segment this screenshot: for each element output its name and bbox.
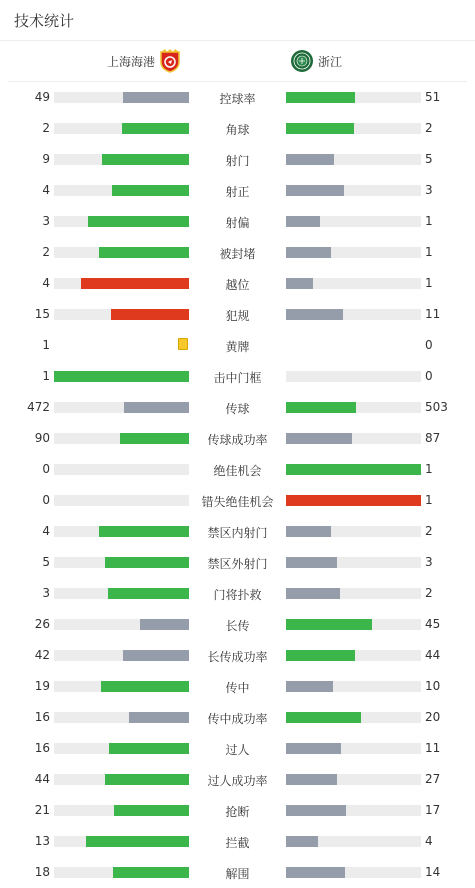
stat-label: 越位 [225,278,250,292]
stat-label: 传球 [225,402,250,416]
home-stat-bar [54,588,189,599]
stat-label: 射偏 [225,216,250,230]
stat-label: 抢断 [225,805,250,819]
stat-row [0,795,475,826]
away-stat-bar [286,557,421,568]
home-stat-value: 2 [42,245,50,259]
home-stat-bar [54,185,189,196]
stat-label: 被封堵 [219,247,256,261]
stat-label: 角球 [225,123,250,137]
away-stat-value: 3 [425,555,433,569]
stat-row [0,640,475,671]
home-stat-bar [54,247,189,258]
away-stat-value: 87 [425,431,441,445]
home-stat-value: 42 [34,648,50,662]
home-stat-bar [54,712,189,723]
away-stat-bar [286,650,421,661]
away-stat-bar [286,495,421,506]
home-team-name: 上海海港 [106,54,155,69]
home-stat-bar-fill [109,743,189,754]
away-stat-bar-fill [286,681,333,692]
stat-label: 过人成功率 [207,774,268,788]
home-stat-value: 5 [42,555,50,569]
home-stat-bar-fill [140,619,189,630]
home-stat-value: 1 [42,338,50,352]
home-stat-bar-fill [105,774,189,785]
home-stat-bar-fill [54,371,189,382]
away-stat-value: 0 [425,369,433,383]
home-stat-bar [54,433,189,444]
stat-label: 黄牌 [225,340,250,354]
away-stat-bar [286,247,421,258]
home-stat-bar-fill [99,526,189,537]
away-stat-bar-fill [286,836,318,847]
stat-row [0,454,475,485]
away-stat-bar [286,92,421,103]
away-stat-value: 1 [425,276,433,290]
away-stat-bar [286,712,421,723]
home-stat-bar [54,836,189,847]
home-team[interactable] [107,49,181,73]
away-stat-value: 2 [425,121,433,135]
home-stat-bar-fill [113,867,189,878]
home-stat-bar [54,774,189,785]
home-stat-bar-fill [81,278,189,289]
stat-label: 射正 [225,185,250,199]
home-stat-bar-fill [123,92,189,103]
away-team[interactable] [290,49,342,73]
stat-row [0,609,475,640]
stat-row [0,857,475,888]
home-stat-value: 13 [34,834,50,848]
away-stat-bar-fill [286,712,361,723]
stat-row [0,547,475,578]
stat-label: 长传 [225,619,250,633]
home-stat-bar [54,402,189,413]
stat-row [0,826,475,857]
home-stat-value: 3 [42,214,50,228]
stat-label: 击中门框 [213,371,262,385]
away-stat-bar-fill [286,495,421,506]
stat-row [0,330,475,361]
away-stat-bar [286,402,421,413]
home-stat-value: 16 [34,741,50,755]
stat-row [0,733,475,764]
home-stat-bar [54,278,189,289]
stat-row [0,702,475,733]
away-stat-value: 27 [425,772,441,786]
away-stat-value: 14 [425,865,441,879]
home-stat-bar [54,371,189,382]
away-stat-bar [286,216,421,227]
away-stat-bar [286,588,421,599]
away-stat-bar-fill [286,619,372,630]
home-stat-value: 472 [27,400,50,414]
home-stat-bar-fill [102,154,189,165]
away-stat-bar-fill [286,278,313,289]
away-stat-value: 1 [425,214,433,228]
away-stat-bar [286,309,421,320]
home-stat-bar-fill [86,836,189,847]
away-stat-bar-fill [286,123,354,134]
away-stat-bar-fill [286,216,320,227]
home-stat-bar [54,216,189,227]
away-stat-bar-fill [286,154,334,165]
away-stat-value: 1 [425,245,433,259]
stat-label: 传球成功率 [207,433,268,447]
home-stat-value: 9 [42,152,50,166]
away-stat-value: 11 [425,741,441,755]
stat-row [0,485,475,516]
away-stat-bar-fill [286,557,337,568]
home-stat-bar [54,681,189,692]
away-stat-bar [286,774,421,785]
home-stat-bar-fill [114,805,189,816]
stat-row [0,578,475,609]
home-stat-value: 18 [34,865,50,879]
page-title: 技术统计 [14,12,75,30]
home-stat-bar-fill [124,402,189,413]
home-stat-bar-fill [105,557,189,568]
home-stat-bar [54,805,189,816]
stat-row [0,175,475,206]
away-stat-value: 0 [425,338,433,352]
stat-label: 禁区内射门 [207,526,268,540]
away-stat-value: 2 [425,524,433,538]
stat-row [0,237,475,268]
away-stat-bar [286,433,421,444]
home-stat-value: 4 [42,524,50,538]
home-stat-bar-fill [88,216,189,227]
stat-label: 控球率 [219,92,256,106]
home-stat-bar-fill [120,433,189,444]
away-stat-bar-fill [286,867,345,878]
title-bar [0,0,475,41]
away-stat-value: 3 [425,183,433,197]
home-stat-bar [54,464,189,475]
away-stat-bar-fill [286,526,331,537]
stat-row [0,671,475,702]
stat-row [0,392,475,423]
home-stat-bar-fill [122,123,190,134]
home-stat-value: 4 [42,183,50,197]
home-stat-value: 1 [42,369,50,383]
stat-row [0,82,475,113]
stat-row [0,299,475,330]
home-stat-value: 49 [34,90,50,104]
home-stat-value: 2 [42,121,50,135]
stat-label: 解围 [225,867,250,881]
away-stat-bar [286,154,421,165]
stat-label: 过人 [225,743,250,757]
stat-label: 禁区外射门 [207,557,268,571]
home-stat-value: 44 [34,772,50,786]
stat-label: 犯规 [225,309,250,323]
stat-row [0,268,475,299]
away-stat-value: 1 [425,462,433,476]
home-stat-value: 4 [42,276,50,290]
away-stat-bar [286,867,421,878]
home-stat-bar-fill [111,309,189,320]
stat-row [0,144,475,175]
away-stat-value: 5 [425,152,433,166]
away-stat-bar-fill [286,433,352,444]
home-stat-bar-fill [99,247,189,258]
home-stat-value: 19 [34,679,50,693]
away-stat-bar [286,836,421,847]
home-stat-bar [54,154,189,165]
stat-label: 拦截 [225,836,250,850]
away-stat-bar [286,681,421,692]
away-stat-bar-fill [286,743,341,754]
away-stat-bar [286,464,421,475]
home-stat-bar-fill [123,650,189,661]
away-stat-bar-fill [286,805,346,816]
away-stat-value: 1 [425,493,433,507]
away-stat-value: 44 [425,648,441,662]
home-stat-bar [54,557,189,568]
home-stat-bar-fill [112,185,189,196]
away-stat-bar-fill [286,247,331,258]
away-stat-bar [286,526,421,537]
away-stat-value: 11 [425,307,441,321]
yellow-card-icon [178,338,188,350]
home-stat-bar [54,526,189,537]
away-team-logo-icon [290,49,314,73]
home-stat-value: 3 [42,586,50,600]
away-stat-value: 17 [425,803,441,817]
away-stat-bar-fill [286,92,355,103]
home-stat-bar [54,619,189,630]
away-stat-bar [286,278,421,289]
stat-row [0,113,475,144]
home-stat-bar [54,309,189,320]
teams-header [8,41,467,82]
stat-row [0,764,475,795]
home-stat-value: 16 [34,710,50,724]
home-stat-bar [54,867,189,878]
away-stat-bar-fill [286,774,337,785]
home-stat-bar [54,495,189,506]
away-stat-value: 10 [425,679,441,693]
away-stat-bar [286,185,421,196]
stat-label: 射门 [225,154,250,168]
home-stat-value: 26 [34,617,50,631]
away-stat-bar-fill [286,464,421,475]
away-stat-value: 2 [425,586,433,600]
stat-label: 传中成功率 [207,712,268,726]
stat-label: 绝佳机会 [213,464,262,478]
home-stat-bar [54,743,189,754]
home-stat-value: 0 [42,493,50,507]
away-stat-bar [286,123,421,134]
away-stat-bar-fill [286,588,340,599]
away-stat-value: 45 [425,617,441,631]
away-stat-bar-fill [286,185,344,196]
home-stat-value: 90 [34,431,50,445]
stat-row [0,206,475,237]
away-stat-value: 20 [425,710,441,724]
home-stat-bar [54,650,189,661]
stat-row [0,423,475,454]
stats-table [0,82,475,888]
away-stat-bar [286,619,421,630]
stat-label: 门将扑救 [213,588,262,602]
stat-label: 错失绝佳机会 [201,495,274,509]
home-stat-bar-fill [101,681,189,692]
home-team-logo-icon [159,49,181,73]
home-stat-bar-fill [129,712,189,723]
home-stat-bar-fill [108,588,189,599]
away-stat-value: 503 [425,400,448,414]
away-stat-value: 4 [425,834,433,848]
away-stat-bar-fill [286,402,356,413]
home-stat-bar [54,92,189,103]
stat-label: 传中 [225,681,250,695]
stat-row [0,361,475,392]
away-stat-bar [286,805,421,816]
away-stat-bar-fill [286,309,343,320]
home-stat-bar [54,123,189,134]
away-stat-bar [286,743,421,754]
away-stat-bar-fill [286,650,355,661]
home-stat-value: 21 [34,803,50,817]
away-stat-bar [286,371,421,382]
home-stat-value: 0 [42,462,50,476]
home-stat-value: 15 [34,307,50,321]
stat-label: 长传成功率 [207,650,268,664]
stat-row [0,516,475,547]
away-stat-value: 51 [425,90,441,104]
away-team-name: 浙江 [318,54,343,69]
